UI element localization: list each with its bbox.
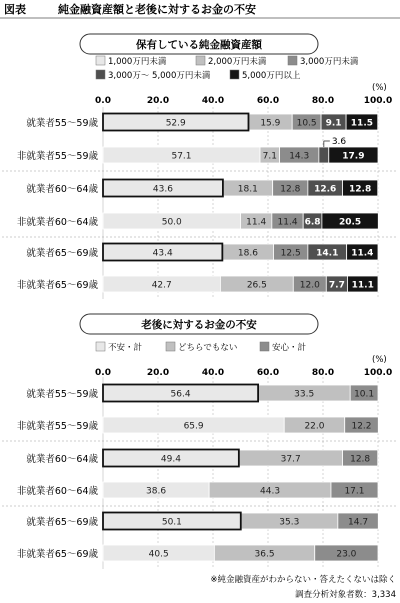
- p1-tick-label: 60.0: [256, 96, 280, 106]
- p1-data-label-outside: 3.6: [331, 137, 347, 147]
- p1-data-label: 17.9: [342, 151, 365, 162]
- p2-legend-swatch: [260, 342, 269, 351]
- sample-size: 調査分析対象者数：3,334: [295, 590, 396, 600]
- p1-data-label: 57.1: [171, 151, 192, 162]
- p2-data-label: 14.7: [348, 517, 369, 528]
- p1-category-label: 非就業者55～59歳: [16, 151, 98, 162]
- p1-data-label: 42.7: [151, 280, 172, 291]
- p2-data-label: 40.5: [148, 549, 169, 560]
- p1-data-label: 11.1: [351, 280, 374, 291]
- p1-tick-label: 80.0: [311, 96, 335, 106]
- p1-data-label: 52.9: [165, 118, 186, 129]
- p1-tick-label: 0.0: [95, 96, 111, 106]
- p1-data-label: 43.4: [152, 248, 173, 259]
- p1-data-label: 50.0: [161, 217, 182, 228]
- p2-data-label: 56.4: [170, 389, 191, 400]
- p1-data-label: 18.6: [237, 248, 258, 259]
- p2-data-label: 49.4: [160, 454, 181, 465]
- p2-tick-label: 0.0: [95, 368, 111, 378]
- p2-category-label: 就業者55～59歳: [26, 389, 98, 400]
- p1-data-label: 6.8: [304, 217, 321, 228]
- p1-category-label: 就業者65～69歳: [26, 248, 98, 259]
- p2-data-label: 12.8: [350, 454, 371, 465]
- p1-data-label: 20.5: [338, 217, 362, 228]
- p2-tick-label: 40.0: [201, 368, 225, 378]
- footnote: ※純金融資産がわからない・答えたくないは除く: [210, 575, 396, 585]
- p1-data-label: 11.4: [246, 217, 267, 228]
- p1-data-label: 11.5: [350, 118, 374, 129]
- p2-tick-label: 80.0: [311, 368, 335, 378]
- p2-data-label: 17.1: [344, 486, 365, 497]
- p2-data-label: 10.1: [354, 389, 375, 400]
- p1-category-label: 就業者60～64歳: [26, 184, 98, 195]
- p2-data-label: 44.3: [260, 486, 281, 497]
- p2-data-label: 33.5: [294, 389, 315, 400]
- p1-data-label: 12.6: [314, 184, 337, 195]
- p1-category-label: 就業者55～59歳: [26, 118, 98, 129]
- p1-legend-label: 5,000万円以上: [242, 71, 301, 81]
- p2-data-label: 23.0: [336, 549, 357, 560]
- p1-data-label: 14.3: [289, 151, 310, 162]
- p2-category-label: 就業者65～69歳: [26, 517, 98, 528]
- p1-data-label: 14.1: [316, 248, 339, 259]
- p2-data-label: 22.0: [304, 421, 325, 432]
- p1-legend-swatch: [230, 70, 239, 79]
- p1-legend-swatch: [96, 56, 105, 65]
- p2-legend-label: 不安・計: [108, 343, 143, 353]
- p1-data-label: 7.7: [328, 280, 345, 291]
- p2-data-label: 12.2: [351, 421, 372, 432]
- p1-tick-label: 40.0: [201, 96, 225, 106]
- p2-category-label: 非就業者60～64歳: [16, 486, 98, 497]
- p2-category-label: 非就業者55～59歳: [16, 421, 98, 432]
- p1-legend-label: 3,000万円未満: [300, 57, 359, 67]
- p2-data-label: 35.3: [279, 517, 300, 528]
- p1-legend-swatch: [96, 70, 105, 79]
- p1-data-label: 11.4: [277, 217, 298, 228]
- p1-legend-label: 3,000万～ 5,000万円未満: [108, 71, 211, 81]
- p1-bar-segment: [319, 147, 329, 163]
- p1-data-label: 10.5: [296, 118, 317, 129]
- p1-data-label: 7.1: [262, 151, 277, 162]
- panel2-title: 老後に対するお金の不安: [141, 319, 257, 331]
- p2-category-label: 就業者60～64歳: [26, 454, 98, 465]
- p2-data-label: 36.5: [254, 549, 275, 560]
- p1-legend-label: 1,000万円未満: [108, 57, 167, 67]
- p1-data-label: 11.4: [351, 248, 374, 259]
- figure-label: 図表: [4, 3, 26, 16]
- p2-tick-label: 60.0: [256, 368, 280, 378]
- p1-category-label: 非就業者65～69歳: [16, 280, 98, 291]
- p1-data-label: 12.0: [299, 280, 320, 291]
- p1-data-label: 12.8: [280, 184, 301, 195]
- p1-category-label: 非就業者60～64歳: [16, 217, 98, 228]
- p1-tick-label: 100.0: [363, 96, 393, 106]
- p2-tick-label: 20.0: [146, 368, 170, 378]
- p2-data-label: 38.6: [146, 486, 167, 497]
- p1-unit-label: (%): [372, 83, 387, 93]
- p1-data-label: 26.5: [246, 280, 267, 291]
- p1-data-label: 12.8: [349, 184, 372, 195]
- p2-data-label: 50.1: [161, 517, 182, 528]
- p1-data-label: 9.1: [325, 118, 342, 129]
- p1-data-label: 18.1: [237, 184, 258, 195]
- p2-data-label: 65.9: [183, 421, 204, 432]
- p1-tick-label: 20.0: [146, 96, 170, 106]
- p1-legend-swatch: [288, 56, 297, 65]
- p2-tick-label: 100.0: [363, 368, 393, 378]
- p1-legend-label: 2,000万円未満: [208, 57, 267, 67]
- p1-data-label: 12.5: [280, 248, 301, 259]
- p2-legend-swatch: [96, 342, 105, 351]
- p2-legend-label: 安心・計: [272, 343, 307, 353]
- p2-category-label: 非就業者65～69歳: [16, 549, 98, 560]
- p2-legend-label: どちらでもない: [178, 343, 238, 353]
- p1-data-label: 43.6: [152, 184, 173, 195]
- p1-data-label: 15.9: [260, 118, 281, 129]
- panel1-title: 保有している純金融資産額: [136, 39, 262, 51]
- p1-legend-swatch: [196, 56, 205, 65]
- p2-unit-label: (%): [372, 355, 387, 365]
- p2-data-label: 37.7: [280, 454, 301, 465]
- figure-title: 純金融資産額と老後に対するお金の不安: [58, 3, 256, 16]
- p2-legend-swatch: [166, 342, 175, 351]
